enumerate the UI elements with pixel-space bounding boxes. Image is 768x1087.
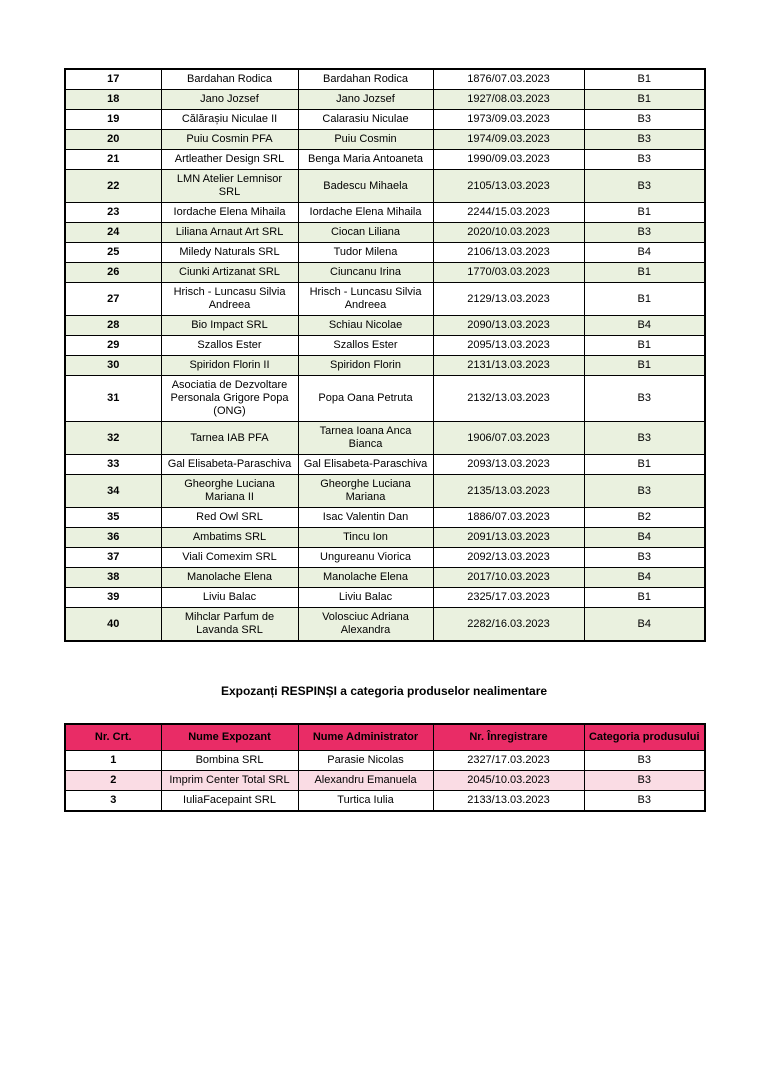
cell-nume-expozant: Jano Jozsef bbox=[161, 90, 298, 110]
cell-nume-administrator: Spiridon Florin bbox=[298, 356, 433, 376]
cell-categoria-produsului: B3 bbox=[584, 750, 705, 770]
cell-categoria-produsului: B3 bbox=[584, 110, 705, 130]
cell-nr-inregistrare: 2131/13.03.2023 bbox=[433, 356, 584, 376]
cell-nume-expozant: Asociatia de Dezvoltare Personala Grigore Popa (ONG) bbox=[161, 376, 298, 422]
cell-nume-administrator: Alexandru Emanuela bbox=[298, 770, 433, 790]
header-nume-administrator: Nume Administrator bbox=[298, 724, 433, 750]
cell-nr-crt: 40 bbox=[65, 608, 161, 642]
cell-nume-administrator: Bardahan Rodica bbox=[298, 69, 433, 90]
table-row bbox=[65, 608, 705, 642]
cell-nr-crt: 39 bbox=[65, 588, 161, 608]
cell-nume-administrator: Hrisch - Luncasu Silvia Andreea bbox=[298, 283, 433, 316]
table-row bbox=[65, 508, 705, 528]
table-row bbox=[65, 750, 705, 770]
cell-nume-administrator: Parasie Nicolas bbox=[298, 750, 433, 770]
cell-nr-crt: 38 bbox=[65, 568, 161, 588]
cell-nume-administrator: Ciuncanu Irina bbox=[298, 263, 433, 283]
cell-nr-crt: 33 bbox=[65, 455, 161, 475]
cell-nume-administrator: Popa Oana Petruta bbox=[298, 376, 433, 422]
table-row bbox=[65, 790, 705, 811]
cell-nume-expozant: Liviu Balac bbox=[161, 588, 298, 608]
cell-nume-expozant: Ambatims SRL bbox=[161, 528, 298, 548]
table-row bbox=[65, 223, 705, 243]
cell-nume-expozant: Bio Impact SRL bbox=[161, 316, 298, 336]
cell-nume-administrator: Schiau Nicolae bbox=[298, 316, 433, 336]
table-row bbox=[65, 336, 705, 356]
cell-nr-crt: 36 bbox=[65, 528, 161, 548]
cell-categoria-produsului: B1 bbox=[584, 336, 705, 356]
approved-table-body bbox=[65, 69, 705, 641]
table-row bbox=[65, 243, 705, 263]
cell-nr-crt: 20 bbox=[65, 130, 161, 150]
cell-nr-inregistrare: 2106/13.03.2023 bbox=[433, 243, 584, 263]
cell-categoria-produsului: B4 bbox=[584, 243, 705, 263]
table-row bbox=[65, 203, 705, 223]
cell-nume-expozant: IuliaFacepaint SRL bbox=[161, 790, 298, 811]
cell-nr-crt: 26 bbox=[65, 263, 161, 283]
cell-nume-expozant: Puiu Cosmin PFA bbox=[161, 130, 298, 150]
cell-nume-administrator: Liviu Balac bbox=[298, 588, 433, 608]
table-row bbox=[65, 130, 705, 150]
rejected-table-body bbox=[65, 750, 705, 811]
cell-nr-crt: 35 bbox=[65, 508, 161, 528]
table-row bbox=[65, 283, 705, 316]
table-row bbox=[65, 568, 705, 588]
rejected-section-title: Expozanți RESPINȘI a categoria produselor nealimentare bbox=[220, 684, 548, 698]
cell-nr-inregistrare: 2129/13.03.2023 bbox=[433, 283, 584, 316]
header-nr-crt: Nr. Crt. bbox=[65, 724, 161, 750]
exhibitors-rejected-table bbox=[64, 723, 706, 812]
cell-nr-crt: 17 bbox=[65, 69, 161, 90]
cell-nume-administrator: Manolache Elena bbox=[298, 568, 433, 588]
cell-nr-inregistrare: 2325/17.03.2023 bbox=[433, 588, 584, 608]
cell-nume-administrator: Ciocan Liliana bbox=[298, 223, 433, 243]
cell-nr-inregistrare: 2017/10.03.2023 bbox=[433, 568, 584, 588]
cell-nume-expozant: Liliana Arnaut Art SRL bbox=[161, 223, 298, 243]
cell-nume-expozant: Spiridon Florin II bbox=[161, 356, 298, 376]
cell-categoria-produsului: B1 bbox=[584, 356, 705, 376]
table-row bbox=[65, 475, 705, 508]
cell-nume-expozant: Imprim Center Total SRL bbox=[161, 770, 298, 790]
cell-categoria-produsului: B3 bbox=[584, 376, 705, 422]
cell-nume-administrator: Ungureanu Viorica bbox=[298, 548, 433, 568]
table-row bbox=[65, 170, 705, 203]
cell-categoria-produsului: B3 bbox=[584, 150, 705, 170]
cell-nume-expozant: Viali Comexim SRL bbox=[161, 548, 298, 568]
cell-nume-administrator: Szallos Ester bbox=[298, 336, 433, 356]
cell-nr-inregistrare: 1886/07.03.2023 bbox=[433, 508, 584, 528]
cell-nr-crt: 34 bbox=[65, 475, 161, 508]
cell-nume-administrator: Isac Valentin Dan bbox=[298, 508, 433, 528]
cell-nr-inregistrare: 2020/10.03.2023 bbox=[433, 223, 584, 243]
table-row bbox=[65, 90, 705, 110]
exhibitors-approved-table-continuation bbox=[64, 68, 706, 642]
table-row bbox=[65, 455, 705, 475]
cell-nume-expozant: Gheorghe Luciana Mariana II bbox=[161, 475, 298, 508]
cell-nume-expozant: Hrisch - Luncasu Silvia Andreea bbox=[161, 283, 298, 316]
cell-categoria-produsului: B3 bbox=[584, 422, 705, 455]
cell-nr-crt: 22 bbox=[65, 170, 161, 203]
cell-nr-inregistrare: 1990/09.03.2023 bbox=[433, 150, 584, 170]
table-row bbox=[65, 770, 705, 790]
rejected-table-header bbox=[65, 724, 705, 750]
header-row bbox=[65, 724, 705, 750]
cell-categoria-produsului: B4 bbox=[584, 568, 705, 588]
cell-nr-inregistrare: 2132/13.03.2023 bbox=[433, 376, 584, 422]
cell-nume-expozant: Mihclar Parfum de Lavanda SRL bbox=[161, 608, 298, 642]
table-row bbox=[65, 376, 705, 422]
cell-nr-crt: 23 bbox=[65, 203, 161, 223]
header-nr-inregistrare: Nr. Înregistrare bbox=[433, 724, 584, 750]
table-row bbox=[65, 69, 705, 90]
cell-nume-administrator: Jano Jozsef bbox=[298, 90, 433, 110]
cell-nume-expozant: Red Owl SRL bbox=[161, 508, 298, 528]
cell-nume-administrator: Tudor Milena bbox=[298, 243, 433, 263]
cell-categoria-produsului: B1 bbox=[584, 588, 705, 608]
cell-nr-inregistrare: 2133/13.03.2023 bbox=[433, 790, 584, 811]
cell-categoria-produsului: B3 bbox=[584, 790, 705, 811]
cell-nr-crt: 1 bbox=[65, 750, 161, 770]
cell-nr-inregistrare: 1876/07.03.2023 bbox=[433, 69, 584, 90]
cell-nr-inregistrare: 2135/13.03.2023 bbox=[433, 475, 584, 508]
cell-nume-expozant: Bardahan Rodica bbox=[161, 69, 298, 90]
table-row bbox=[65, 263, 705, 283]
cell-nr-inregistrare: 2244/15.03.2023 bbox=[433, 203, 584, 223]
cell-nume-expozant: Gal Elisabeta-Paraschiva bbox=[161, 455, 298, 475]
cell-nr-crt: 3 bbox=[65, 790, 161, 811]
cell-nr-crt: 32 bbox=[65, 422, 161, 455]
table-row bbox=[65, 422, 705, 455]
table-row bbox=[65, 548, 705, 568]
cell-nume-administrator: Gheorghe Luciana Mariana bbox=[298, 475, 433, 508]
cell-nume-administrator: Calarasiu Niculae bbox=[298, 110, 433, 130]
cell-nr-inregistrare: 2045/10.03.2023 bbox=[433, 770, 584, 790]
cell-nr-crt: 2 bbox=[65, 770, 161, 790]
cell-categoria-produsului: B3 bbox=[584, 223, 705, 243]
cell-nr-crt: 31 bbox=[65, 376, 161, 422]
cell-nr-inregistrare: 1770/03.03.2023 bbox=[433, 263, 584, 283]
cell-nr-crt: 27 bbox=[65, 283, 161, 316]
cell-nr-inregistrare: 2090/13.03.2023 bbox=[433, 316, 584, 336]
table-row bbox=[65, 356, 705, 376]
cell-nr-inregistrare: 1973/09.03.2023 bbox=[433, 110, 584, 130]
cell-nume-expozant: Ciunki Artizanat SRL bbox=[161, 263, 298, 283]
cell-nume-administrator: Badescu Mihaela bbox=[298, 170, 433, 203]
cell-nr-crt: 37 bbox=[65, 548, 161, 568]
cell-nume-administrator: Turtica Iulia bbox=[298, 790, 433, 811]
cell-nume-administrator: Tincu Ion bbox=[298, 528, 433, 548]
cell-nume-administrator: Volosciuc Adriana Alexandra bbox=[298, 608, 433, 642]
cell-nr-inregistrare: 2105/13.03.2023 bbox=[433, 170, 584, 203]
cell-categoria-produsului: B3 bbox=[584, 170, 705, 203]
cell-categoria-produsului: B4 bbox=[584, 528, 705, 548]
cell-nr-crt: 25 bbox=[65, 243, 161, 263]
cell-nume-expozant: Manolache Elena bbox=[161, 568, 298, 588]
cell-nume-expozant: Tarnea IAB PFA bbox=[161, 422, 298, 455]
cell-nr-crt: 21 bbox=[65, 150, 161, 170]
cell-nume-administrator: Gal Elisabeta-Paraschiva bbox=[298, 455, 433, 475]
cell-nr-inregistrare: 1927/08.03.2023 bbox=[433, 90, 584, 110]
table-row bbox=[65, 528, 705, 548]
cell-nr-crt: 24 bbox=[65, 223, 161, 243]
cell-nume-expozant: Bombina SRL bbox=[161, 750, 298, 770]
table-row bbox=[65, 588, 705, 608]
cell-nr-inregistrare: 1974/09.03.2023 bbox=[433, 130, 584, 150]
cell-nume-administrator: Puiu Cosmin bbox=[298, 130, 433, 150]
cell-nume-administrator: Iordache Elena Mihaila bbox=[298, 203, 433, 223]
cell-nr-crt: 28 bbox=[65, 316, 161, 336]
cell-nr-crt: 19 bbox=[65, 110, 161, 130]
cell-nume-expozant: Iordache Elena Mihaila bbox=[161, 203, 298, 223]
table-row bbox=[65, 316, 705, 336]
cell-categoria-produsului: B2 bbox=[584, 508, 705, 528]
cell-nr-inregistrare: 2327/17.03.2023 bbox=[433, 750, 584, 770]
cell-categoria-produsului: B3 bbox=[584, 770, 705, 790]
cell-categoria-produsului: B1 bbox=[584, 283, 705, 316]
cell-categoria-produsului: B1 bbox=[584, 69, 705, 90]
cell-categoria-produsului: B4 bbox=[584, 608, 705, 642]
cell-nr-inregistrare: 2093/13.03.2023 bbox=[433, 455, 584, 475]
cell-categoria-produsului: B3 bbox=[584, 475, 705, 508]
cell-categoria-produsului: B1 bbox=[584, 455, 705, 475]
cell-nr-inregistrare: 2095/13.03.2023 bbox=[433, 336, 584, 356]
cell-categoria-produsului: B4 bbox=[584, 316, 705, 336]
cell-nr-crt: 18 bbox=[65, 90, 161, 110]
table-row bbox=[65, 150, 705, 170]
table-row bbox=[65, 110, 705, 130]
cell-nr-inregistrare: 2282/16.03.2023 bbox=[433, 608, 584, 642]
cell-nume-expozant: Artleather Design SRL bbox=[161, 150, 298, 170]
cell-nr-crt: 29 bbox=[65, 336, 161, 356]
cell-nr-crt: 30 bbox=[65, 356, 161, 376]
cell-nume-administrator: Benga Maria Antoaneta bbox=[298, 150, 433, 170]
cell-categoria-produsului: B3 bbox=[584, 548, 705, 568]
cell-nume-expozant: LMN Atelier Lemnisor SRL bbox=[161, 170, 298, 203]
cell-nr-inregistrare: 2091/13.03.2023 bbox=[433, 528, 584, 548]
cell-categoria-produsului: B1 bbox=[584, 203, 705, 223]
header-categoria-produsului: Categoria produsului bbox=[584, 724, 705, 750]
header-nume-expozant: Nume Expozant bbox=[161, 724, 298, 750]
cell-nume-expozant: Szallos Ester bbox=[161, 336, 298, 356]
cell-nume-administrator: Tarnea Ioana Anca Bianca bbox=[298, 422, 433, 455]
cell-nume-expozant: Călărașiu Niculae II bbox=[161, 110, 298, 130]
cell-categoria-produsului: B3 bbox=[584, 130, 705, 150]
cell-categoria-produsului: B1 bbox=[584, 263, 705, 283]
cell-nr-inregistrare: 1906/07.03.2023 bbox=[433, 422, 584, 455]
cell-nr-inregistrare: 2092/13.03.2023 bbox=[433, 548, 584, 568]
cell-nume-expozant: Miledy Naturals SRL bbox=[161, 243, 298, 263]
cell-categoria-produsului: B1 bbox=[584, 90, 705, 110]
